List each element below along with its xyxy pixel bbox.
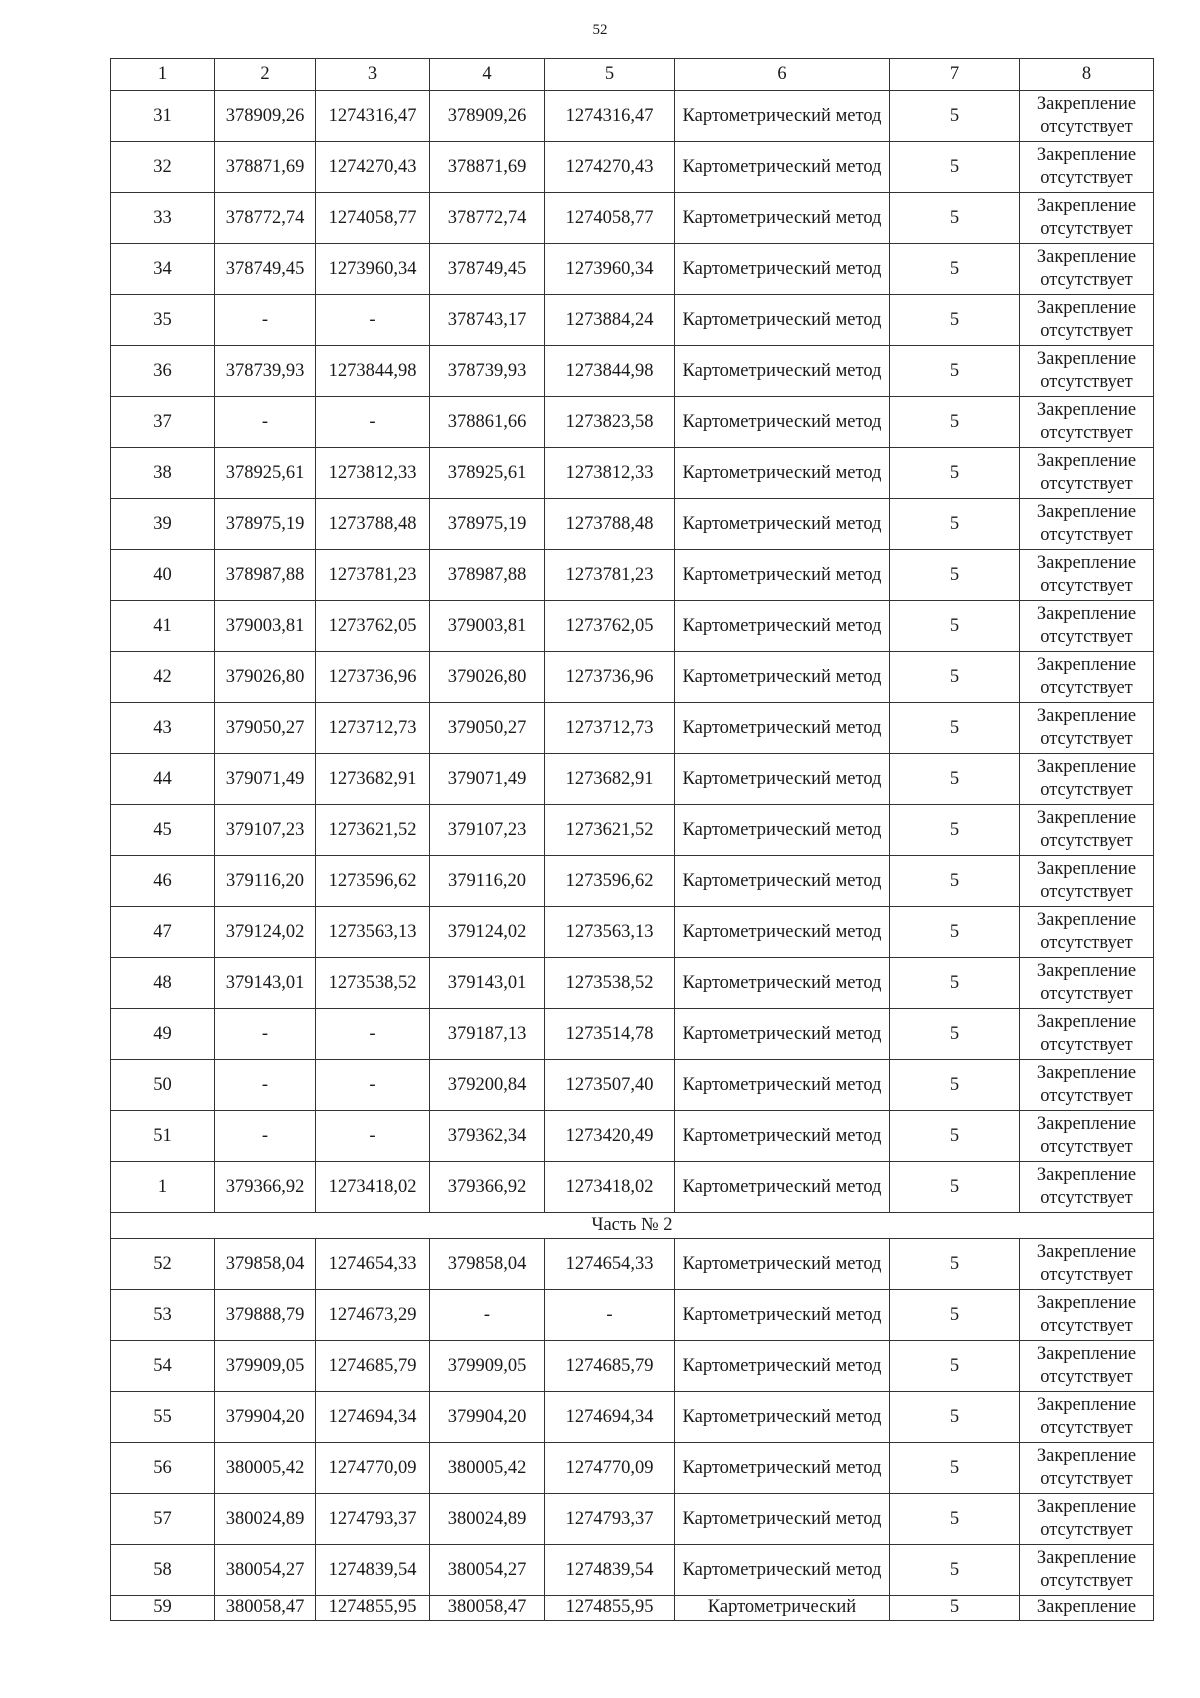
y-existing-cell: 1273736,96: [316, 652, 430, 703]
x-existing-cell: 379071,49: [215, 754, 316, 805]
accuracy-cell: 5: [890, 601, 1020, 652]
x-existing-cell: -: [215, 397, 316, 448]
y-existing-cell: 1273621,52: [316, 805, 430, 856]
table-row: [111, 805, 1154, 856]
accuracy-cell: 5: [890, 397, 1020, 448]
column-header: 7: [890, 59, 1020, 91]
y-existing-cell: 1273844,98: [316, 346, 430, 397]
accuracy-cell: 5: [890, 499, 1020, 550]
table-row: [111, 856, 1154, 907]
table-row: [111, 1596, 1154, 1621]
x-existing-cell: 378749,45: [215, 244, 316, 295]
method-cell: Картометрический метод: [675, 1443, 890, 1494]
fixing-cell: Закрепление отсутствует: [1020, 1162, 1154, 1213]
accuracy-cell: 5: [890, 295, 1020, 346]
y-new-cell: 1273812,33: [545, 448, 675, 499]
y-new-cell: 1273563,13: [545, 907, 675, 958]
fixing-cell: Закрепление отсутствует: [1020, 1111, 1154, 1162]
table-row: [111, 1239, 1154, 1290]
x-existing-cell: 379858,04: [215, 1239, 316, 1290]
method-cell: Картометрический метод: [675, 1060, 890, 1111]
fixing-cell: Закрепление отсутствует: [1020, 907, 1154, 958]
y-existing-cell: 1273812,33: [316, 448, 430, 499]
fixing-cell: Закрепление отсутствует: [1020, 1239, 1154, 1290]
point-number-cell: 59: [111, 1596, 215, 1621]
x-existing-cell: -: [215, 1111, 316, 1162]
table-row: [111, 193, 1154, 244]
method-cell: Картометрический метод: [675, 142, 890, 193]
x-new-cell: 379909,05: [430, 1341, 545, 1392]
method-cell: Картометрический метод: [675, 499, 890, 550]
point-number-cell: 36: [111, 346, 215, 397]
method-cell: Картометрический метод: [675, 91, 890, 142]
x-existing-cell: 378909,26: [215, 91, 316, 142]
method-cell: Картометрический метод: [675, 1162, 890, 1213]
fixing-cell: Закрепление отсутствует: [1020, 499, 1154, 550]
y-new-cell: 1274770,09: [545, 1443, 675, 1494]
point-number-cell: 34: [111, 244, 215, 295]
accuracy-cell: 5: [890, 1392, 1020, 1443]
y-new-cell: 1274654,33: [545, 1239, 675, 1290]
x-new-cell: 379904,20: [430, 1392, 545, 1443]
y-existing-cell: 1274694,34: [316, 1392, 430, 1443]
accuracy-cell: 5: [890, 1162, 1020, 1213]
table-row: [111, 244, 1154, 295]
x-new-cell: 379107,23: [430, 805, 545, 856]
y-existing-cell: 1274270,43: [316, 142, 430, 193]
point-number-cell: 56: [111, 1443, 215, 1494]
section-title: Часть № 2: [111, 1213, 1154, 1239]
point-number-cell: 42: [111, 652, 215, 703]
x-new-cell: 379116,20: [430, 856, 545, 907]
fixing-cell: Закрепление отсутствует: [1020, 91, 1154, 142]
table-row: [111, 1545, 1154, 1596]
x-new-cell: 378909,26: [430, 91, 545, 142]
table-row: [111, 1443, 1154, 1494]
y-existing-cell: 1274793,37: [316, 1494, 430, 1545]
y-existing-cell: 1274855,95: [316, 1596, 430, 1621]
table-row: [111, 499, 1154, 550]
x-new-cell: 379071,49: [430, 754, 545, 805]
fixing-cell: Закрепление отсутствует: [1020, 958, 1154, 1009]
y-existing-cell: 1273712,73: [316, 703, 430, 754]
table-row: [111, 907, 1154, 958]
point-number-cell: 52: [111, 1239, 215, 1290]
x-new-cell: 379026,80: [430, 652, 545, 703]
y-new-cell: 1273507,40: [545, 1060, 675, 1111]
column-header: 1: [111, 59, 215, 91]
accuracy-cell: 5: [890, 142, 1020, 193]
y-new-cell: 1273682,91: [545, 754, 675, 805]
x-existing-cell: 379107,23: [215, 805, 316, 856]
y-new-cell: 1274270,43: [545, 142, 675, 193]
fixing-cell: Закрепление отсутствует: [1020, 1443, 1154, 1494]
point-number-cell: 38: [111, 448, 215, 499]
table-row: [111, 448, 1154, 499]
y-existing-cell: 1273960,34: [316, 244, 430, 295]
accuracy-cell: 5: [890, 91, 1020, 142]
header-row: [111, 59, 1154, 91]
fixing-cell: Закрепление отсутствует: [1020, 1392, 1154, 1443]
y-existing-cell: 1273762,05: [316, 601, 430, 652]
x-existing-cell: 379143,01: [215, 958, 316, 1009]
accuracy-cell: 5: [890, 448, 1020, 499]
x-existing-cell: 378975,19: [215, 499, 316, 550]
x-new-cell: 379143,01: [430, 958, 545, 1009]
table-row: [111, 397, 1154, 448]
accuracy-cell: 5: [890, 754, 1020, 805]
point-number-cell: 44: [111, 754, 215, 805]
x-existing-cell: 380058,47: [215, 1596, 316, 1621]
fixing-cell: Закрепление отсутствует: [1020, 1494, 1154, 1545]
x-existing-cell: 378739,93: [215, 346, 316, 397]
method-cell: Картометрический метод: [675, 958, 890, 1009]
method-cell: Картометрический метод: [675, 703, 890, 754]
accuracy-cell: 5: [890, 1060, 1020, 1111]
y-new-cell: 1273596,62: [545, 856, 675, 907]
y-existing-cell: 1274839,54: [316, 1545, 430, 1596]
point-number-cell: 31: [111, 91, 215, 142]
y-existing-cell: -: [316, 1111, 430, 1162]
x-existing-cell: 379003,81: [215, 601, 316, 652]
table-row: [111, 1392, 1154, 1443]
y-existing-cell: 1274058,77: [316, 193, 430, 244]
y-new-cell: 1273418,02: [545, 1162, 675, 1213]
method-cell: Картометрический метод: [675, 1290, 890, 1341]
x-new-cell: 378749,45: [430, 244, 545, 295]
method-cell: Картометрический: [675, 1596, 890, 1621]
fixing-cell: Закрепление отсутствует: [1020, 805, 1154, 856]
method-cell: Картометрический метод: [675, 652, 890, 703]
method-cell: Картометрический метод: [675, 397, 890, 448]
table-row: [111, 1162, 1154, 1213]
y-new-cell: -: [545, 1290, 675, 1341]
x-existing-cell: 378925,61: [215, 448, 316, 499]
fixing-cell: Закрепление отсутствует: [1020, 142, 1154, 193]
x-new-cell: 380005,42: [430, 1443, 545, 1494]
x-existing-cell: 379909,05: [215, 1341, 316, 1392]
accuracy-cell: 5: [890, 907, 1020, 958]
y-new-cell: 1273844,98: [545, 346, 675, 397]
column-header: 4: [430, 59, 545, 91]
x-existing-cell: 379026,80: [215, 652, 316, 703]
table-row: [111, 703, 1154, 754]
y-new-cell: 1273781,23: [545, 550, 675, 601]
method-cell: Картометрический метод: [675, 193, 890, 244]
y-existing-cell: 1274654,33: [316, 1239, 430, 1290]
y-existing-cell: 1274673,29: [316, 1290, 430, 1341]
point-number-cell: 43: [111, 703, 215, 754]
y-new-cell: 1273736,96: [545, 652, 675, 703]
fixing-cell: Закрепление отсутствует: [1020, 703, 1154, 754]
x-new-cell: 379050,27: [430, 703, 545, 754]
y-new-cell: 1273514,78: [545, 1009, 675, 1060]
column-header: 8: [1020, 59, 1154, 91]
page-number: 52: [592, 22, 608, 38]
method-cell: Картометрический метод: [675, 1009, 890, 1060]
point-number-cell: 33: [111, 193, 215, 244]
section-row: [111, 1213, 1154, 1239]
fixing-cell: Закрепление отсутствует: [1020, 652, 1154, 703]
accuracy-cell: 5: [890, 1239, 1020, 1290]
y-existing-cell: -: [316, 1060, 430, 1111]
method-cell: Картометрический метод: [675, 244, 890, 295]
fixing-cell: Закрепление отсутствует: [1020, 1060, 1154, 1111]
x-existing-cell: 380054,27: [215, 1545, 316, 1596]
point-number-cell: 50: [111, 1060, 215, 1111]
x-existing-cell: 378772,74: [215, 193, 316, 244]
y-new-cell: 1273712,73: [545, 703, 675, 754]
method-cell: Картометрический метод: [675, 1111, 890, 1162]
method-cell: Картометрический метод: [675, 601, 890, 652]
x-existing-cell: 379050,27: [215, 703, 316, 754]
accuracy-cell: 5: [890, 1443, 1020, 1494]
table-row: [111, 1060, 1154, 1111]
y-existing-cell: 1273682,91: [316, 754, 430, 805]
y-new-cell: 1273960,34: [545, 244, 675, 295]
x-new-cell: 378975,19: [430, 499, 545, 550]
table-row: [111, 346, 1154, 397]
fixing-cell: Закрепление отсутствует: [1020, 856, 1154, 907]
x-existing-cell: 379366,92: [215, 1162, 316, 1213]
accuracy-cell: 5: [890, 1111, 1020, 1162]
coordinates-table-body: [111, 59, 1154, 1621]
accuracy-cell: 5: [890, 244, 1020, 295]
method-cell: Картометрический метод: [675, 1341, 890, 1392]
x-new-cell: 379366,92: [430, 1162, 545, 1213]
x-existing-cell: 378871,69: [215, 142, 316, 193]
x-existing-cell: 379124,02: [215, 907, 316, 958]
table-row: [111, 142, 1154, 193]
point-number-cell: 49: [111, 1009, 215, 1060]
x-new-cell: 379187,13: [430, 1009, 545, 1060]
fixing-cell: Закрепление отсутствует: [1020, 550, 1154, 601]
fixing-cell: Закрепление отсутствует: [1020, 754, 1154, 805]
table-row: [111, 1111, 1154, 1162]
point-number-cell: 1: [111, 1162, 215, 1213]
y-new-cell: 1274839,54: [545, 1545, 675, 1596]
point-number-cell: 32: [111, 142, 215, 193]
accuracy-cell: 5: [890, 1341, 1020, 1392]
table-row: [111, 550, 1154, 601]
fixing-cell: Закрепление отсутствует: [1020, 1545, 1154, 1596]
x-new-cell: 379858,04: [430, 1239, 545, 1290]
y-existing-cell: 1273781,23: [316, 550, 430, 601]
y-existing-cell: -: [316, 295, 430, 346]
table-row: [111, 754, 1154, 805]
point-number-cell: 48: [111, 958, 215, 1009]
table-row: [111, 295, 1154, 346]
accuracy-cell: 5: [890, 1009, 1020, 1060]
table-row: [111, 1009, 1154, 1060]
method-cell: Картометрический метод: [675, 1494, 890, 1545]
y-existing-cell: 1274685,79: [316, 1341, 430, 1392]
point-number-cell: 41: [111, 601, 215, 652]
y-new-cell: 1273823,58: [545, 397, 675, 448]
fixing-cell: Закрепление отсутствует: [1020, 193, 1154, 244]
x-existing-cell: -: [215, 1060, 316, 1111]
point-number-cell: 35: [111, 295, 215, 346]
y-existing-cell: 1273563,13: [316, 907, 430, 958]
accuracy-cell: 5: [890, 193, 1020, 244]
x-new-cell: 380058,47: [430, 1596, 545, 1621]
x-new-cell: 379362,34: [430, 1111, 545, 1162]
y-existing-cell: -: [316, 397, 430, 448]
point-number-cell: 47: [111, 907, 215, 958]
y-existing-cell: 1274770,09: [316, 1443, 430, 1494]
point-number-cell: 54: [111, 1341, 215, 1392]
method-cell: Картометрический метод: [675, 907, 890, 958]
accuracy-cell: 5: [890, 1494, 1020, 1545]
column-header: 3: [316, 59, 430, 91]
y-new-cell: 1273762,05: [545, 601, 675, 652]
coordinates-table: [110, 58, 1154, 1621]
x-new-cell: 379200,84: [430, 1060, 545, 1111]
fixing-cell: Закрепление: [1020, 1596, 1154, 1621]
column-header: 5: [545, 59, 675, 91]
y-new-cell: 1273621,52: [545, 805, 675, 856]
x-existing-cell: 380005,42: [215, 1443, 316, 1494]
fixing-cell: Закрепление отсутствует: [1020, 448, 1154, 499]
fixing-cell: Закрепление отсутствует: [1020, 346, 1154, 397]
point-number-cell: 46: [111, 856, 215, 907]
y-existing-cell: 1273596,62: [316, 856, 430, 907]
accuracy-cell: 5: [890, 703, 1020, 754]
accuracy-cell: 5: [890, 652, 1020, 703]
fixing-cell: Закрепление отсутствует: [1020, 244, 1154, 295]
x-new-cell: 378743,17: [430, 295, 545, 346]
accuracy-cell: 5: [890, 346, 1020, 397]
method-cell: Картометрический метод: [675, 550, 890, 601]
fixing-cell: Закрепление отсутствует: [1020, 295, 1154, 346]
accuracy-cell: 5: [890, 958, 1020, 1009]
point-number-cell: 51: [111, 1111, 215, 1162]
y-new-cell: 1273538,52: [545, 958, 675, 1009]
x-new-cell: 379124,02: [430, 907, 545, 958]
point-number-cell: 53: [111, 1290, 215, 1341]
point-number-cell: 57: [111, 1494, 215, 1545]
x-existing-cell: -: [215, 295, 316, 346]
y-new-cell: 1274685,79: [545, 1341, 675, 1392]
method-cell: Картометрический метод: [675, 1545, 890, 1596]
table-row: [111, 601, 1154, 652]
x-existing-cell: 380024,89: [215, 1494, 316, 1545]
fixing-cell: Закрепление отсутствует: [1020, 601, 1154, 652]
accuracy-cell: 5: [890, 1596, 1020, 1621]
x-existing-cell: 379904,20: [215, 1392, 316, 1443]
y-existing-cell: 1273538,52: [316, 958, 430, 1009]
fixing-cell: Закрепление отсутствует: [1020, 397, 1154, 448]
y-existing-cell: 1273788,48: [316, 499, 430, 550]
y-new-cell: 1273420,49: [545, 1111, 675, 1162]
accuracy-cell: 5: [890, 1545, 1020, 1596]
method-cell: Картометрический метод: [675, 1392, 890, 1443]
accuracy-cell: 5: [890, 805, 1020, 856]
method-cell: Картометрический метод: [675, 448, 890, 499]
point-number-cell: 37: [111, 397, 215, 448]
fixing-cell: Закрепление отсутствует: [1020, 1341, 1154, 1392]
x-new-cell: 378987,88: [430, 550, 545, 601]
x-existing-cell: 379888,79: [215, 1290, 316, 1341]
y-new-cell: 1274058,77: [545, 193, 675, 244]
y-new-cell: 1273788,48: [545, 499, 675, 550]
table-row: [111, 958, 1154, 1009]
y-new-cell: 1274694,34: [545, 1392, 675, 1443]
method-cell: Картометрический метод: [675, 346, 890, 397]
method-cell: Картометрический метод: [675, 295, 890, 346]
x-new-cell: 379003,81: [430, 601, 545, 652]
x-new-cell: 378861,66: [430, 397, 545, 448]
method-cell: Картометрический метод: [675, 805, 890, 856]
y-existing-cell: 1274316,47: [316, 91, 430, 142]
point-number-cell: 58: [111, 1545, 215, 1596]
x-existing-cell: 378987,88: [215, 550, 316, 601]
column-header: 6: [675, 59, 890, 91]
table-row: [111, 652, 1154, 703]
y-new-cell: 1273884,24: [545, 295, 675, 346]
table-row: [111, 1341, 1154, 1392]
x-new-cell: 380054,27: [430, 1545, 545, 1596]
y-existing-cell: 1273418,02: [316, 1162, 430, 1213]
x-new-cell: 378772,74: [430, 193, 545, 244]
y-existing-cell: -: [316, 1009, 430, 1060]
table-row: [111, 91, 1154, 142]
x-existing-cell: 379116,20: [215, 856, 316, 907]
x-existing-cell: -: [215, 1009, 316, 1060]
method-cell: Картометрический метод: [675, 754, 890, 805]
point-number-cell: 45: [111, 805, 215, 856]
x-new-cell: 378871,69: [430, 142, 545, 193]
fixing-cell: Закрепление отсутствует: [1020, 1009, 1154, 1060]
fixing-cell: Закрепление отсутствует: [1020, 1290, 1154, 1341]
column-header: 2: [215, 59, 316, 91]
y-new-cell: 1274316,47: [545, 91, 675, 142]
table-row: [111, 1494, 1154, 1545]
method-cell: Картометрический метод: [675, 1239, 890, 1290]
x-new-cell: 380024,89: [430, 1494, 545, 1545]
y-new-cell: 1274855,95: [545, 1596, 675, 1621]
table-row: [111, 1290, 1154, 1341]
accuracy-cell: 5: [890, 1290, 1020, 1341]
point-number-cell: 55: [111, 1392, 215, 1443]
point-number-cell: 40: [111, 550, 215, 601]
x-new-cell: 378925,61: [430, 448, 545, 499]
accuracy-cell: 5: [890, 550, 1020, 601]
method-cell: Картометрический метод: [675, 856, 890, 907]
x-new-cell: 378739,93: [430, 346, 545, 397]
point-number-cell: 39: [111, 499, 215, 550]
y-new-cell: 1274793,37: [545, 1494, 675, 1545]
accuracy-cell: 5: [890, 856, 1020, 907]
x-new-cell: -: [430, 1290, 545, 1341]
